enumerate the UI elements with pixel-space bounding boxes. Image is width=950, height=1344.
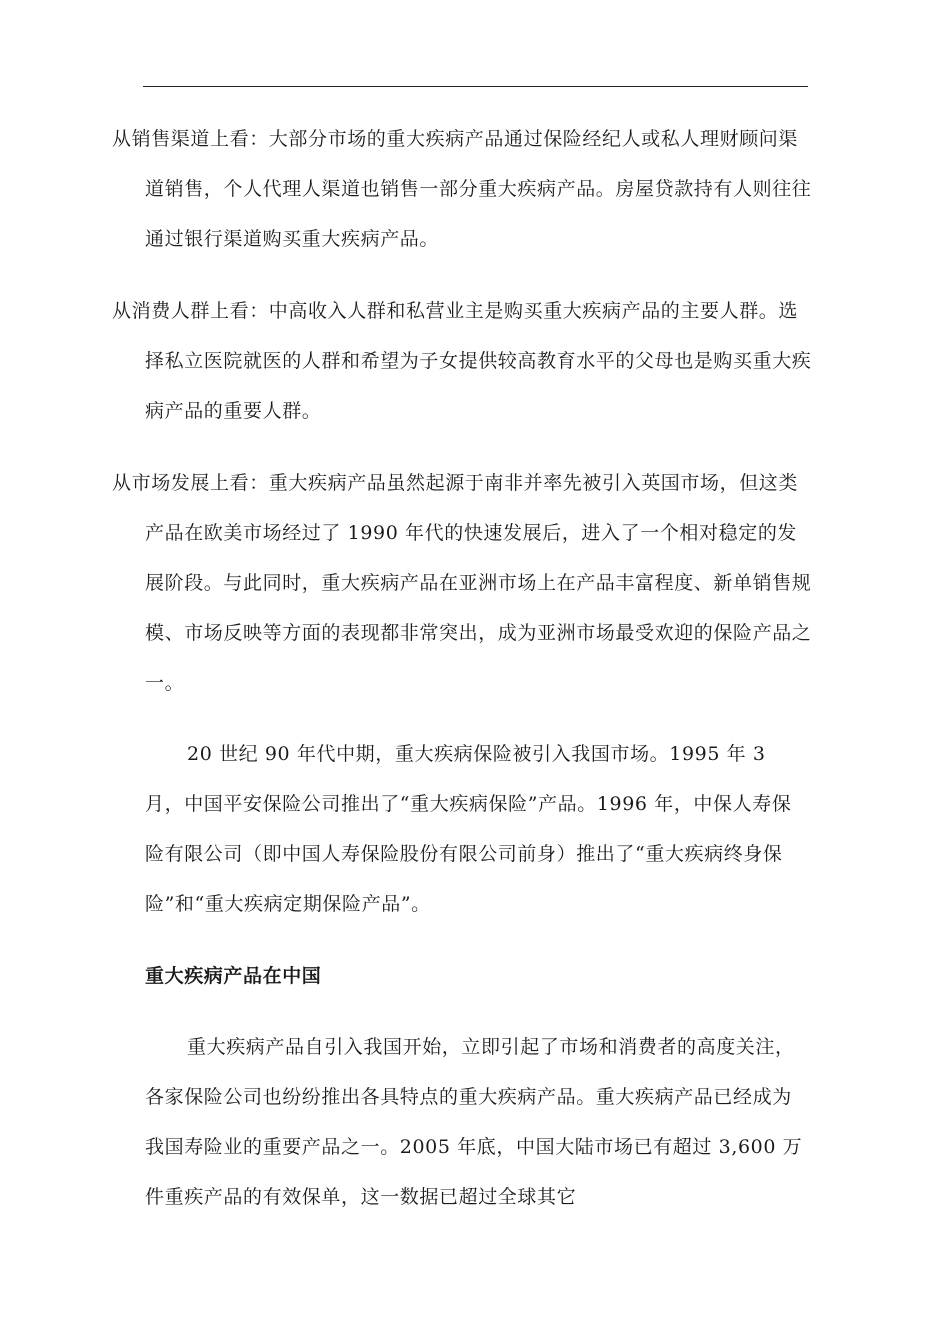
paragraph-market-development: 从市场发展上看：重大疾病产品虽然起源于南非并率先被引入英国市场，但这类产品在欧美市场经过了 1990 年代的快速发展后，进入了一个相对稳定的发展阶段。与此同时，重大疾病产品在亚洲市场上在产品丰富程度、新单销售规模、市场反映等方面的表现都非常突出，成为亚洲市场最受欢迎的保险产品之一。	[112, 472, 812, 694]
paragraph-china-section: 重大疾病产品自引入我国开始，立即引起了市场和消费者的高度关注，各家保险公司也纷纷推出各具特点的重大疾病产品。重大疾病产品已经成为我国寿险业的重要产品之一。2005 年底，中国大陆市场已有超过 3,600 万件重疾产品的有效保单，这一数据已超过全球其它	[145, 1036, 803, 1208]
paragraph-sales-channel: 从销售渠道上看：大部分市场的重大疾病产品通过保险经纪人或私人理财顾问渠道销售，个人代理人渠道也销售一部分重大疾病产品。房屋贷款持有人则往往通过银行渠道购买重大疾病产品。	[112, 128, 812, 250]
section-heading: 重大疾病产品在中国	[145, 965, 322, 987]
paragraph-china-intro: 20 世纪 90 年代中期，重大疾病保险被引入我国市场。1995 年 3 月，中国平安保险公司推出了“重大疾病保险”产品。1996 年，中保人寿保险有限公司（即中国人寿保险股份有限公司前身）推出了“重大疾病终身保险”和“重大疾病定期保险产品”。	[145, 743, 792, 915]
paragraph-consumer-group: 从消费人群上看：中高收入人群和私营业主是购买重大疾病产品的主要人群。选择私立医院就医的人群和希望为子女提供较高教育水平的父母也是购买重大疾病产品的重要人群。	[112, 300, 812, 422]
